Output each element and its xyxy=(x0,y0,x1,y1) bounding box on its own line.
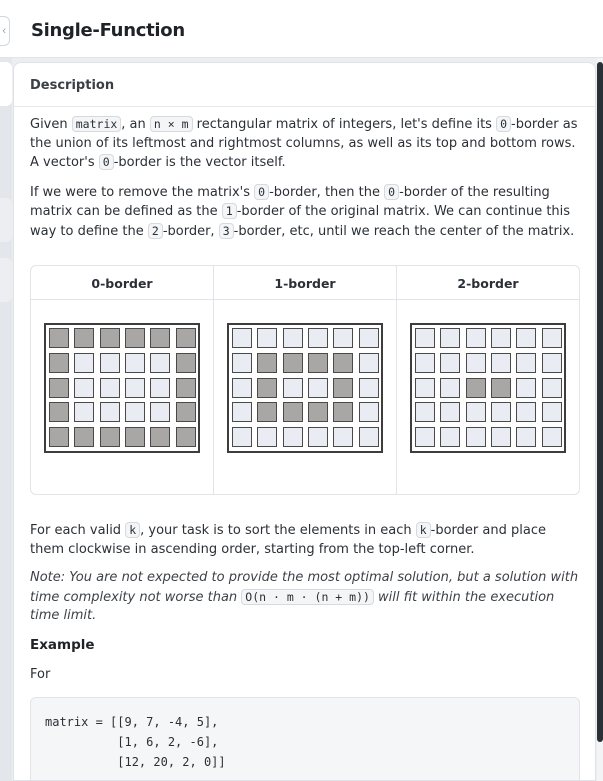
inline-code: 2 xyxy=(148,223,163,239)
column-header-1-border: 1-border xyxy=(274,276,336,291)
code-line: matrix = [[9, 7, -4, 5], xyxy=(45,714,219,729)
inline-code: O(n · m · (n + m)) xyxy=(241,589,374,605)
inline-code: k xyxy=(125,522,140,538)
inline-code: 1 xyxy=(222,203,237,219)
column-header-0-border: 0-border xyxy=(91,276,153,291)
paragraph-definition: Given matrix , an n × m rectangular matrix of integers, let's define its 0 -border as the union of its leftmost and rightmost columns, as well as its top and bottom rows. A vector's 0 -border is the vector itself. xyxy=(30,117,578,170)
highlighted-cell xyxy=(308,402,328,422)
matrix-cell xyxy=(359,378,379,398)
matrix-cell xyxy=(333,328,353,348)
highlighted-cell xyxy=(257,378,277,398)
matrix-cell xyxy=(150,378,170,398)
inline-code: matrix xyxy=(72,116,122,132)
back-button[interactable] xyxy=(0,16,10,46)
highlighted-cell xyxy=(49,427,69,447)
highlighted-cell xyxy=(283,402,303,422)
matrix-cell xyxy=(542,353,562,373)
matrix-cell xyxy=(74,402,94,422)
left-rail xyxy=(0,58,12,781)
matrix-cell xyxy=(466,427,486,447)
matrix-cell xyxy=(415,427,435,447)
matrix-cell xyxy=(125,378,145,398)
matrix-cell xyxy=(516,353,536,373)
highlighted-cell xyxy=(150,427,170,447)
highlighted-cell xyxy=(49,328,69,348)
inline-code: 0 xyxy=(99,154,114,170)
matrix-cell xyxy=(491,328,511,348)
highlighted-cell xyxy=(49,402,69,422)
matrix-cell xyxy=(150,353,170,373)
highlighted-cell xyxy=(100,427,120,447)
highlighted-cell xyxy=(333,353,353,373)
matrix-cell xyxy=(308,328,328,348)
problem-content xyxy=(30,115,580,769)
matrix-cell xyxy=(466,353,486,373)
matrix-cell xyxy=(415,402,435,422)
highlighted-cell xyxy=(176,402,196,422)
matrix-cell xyxy=(308,378,328,398)
for-label: For xyxy=(30,667,51,682)
matrix-cell xyxy=(491,353,511,373)
code-line: [12, 20, 2, 0]] xyxy=(45,754,226,769)
highlighted-cell xyxy=(100,328,120,348)
rail-tab[interactable] xyxy=(0,258,12,302)
matrix-cell xyxy=(232,378,252,398)
matrix-cell xyxy=(283,378,303,398)
matrix-cell xyxy=(74,378,94,398)
matrix-cell xyxy=(466,328,486,348)
highlighted-cell xyxy=(176,427,196,447)
matrix-cell xyxy=(150,402,170,422)
matrix-cell xyxy=(440,402,460,422)
grid-0-border xyxy=(44,323,200,453)
inline-code: 3 xyxy=(219,223,234,239)
scrollbar[interactable] xyxy=(597,58,603,781)
matrix-cell xyxy=(100,378,120,398)
matrix-cell xyxy=(516,402,536,422)
matrix-cell xyxy=(232,427,252,447)
paragraph-borders: If we were to remove the matrix's 0 -border, then the 0 -border of the resulting matrix can be defined as the 1 -border of the original matrix. We can continue this way to define the 2 -border, 3 -border, etc, until we reach the center of the matrix. xyxy=(30,184,575,239)
highlighted-cell xyxy=(491,378,511,398)
matrix-cell xyxy=(125,353,145,373)
column-divider xyxy=(213,266,214,494)
matrix-cell xyxy=(440,328,460,348)
table-header xyxy=(31,266,579,300)
matrix-cell xyxy=(125,402,145,422)
highlighted-cell xyxy=(283,353,303,373)
highlighted-cell xyxy=(466,378,486,398)
matrix-cell xyxy=(74,353,94,373)
matrix-cell xyxy=(283,328,303,348)
highlighted-cell xyxy=(176,328,196,348)
matrix-cell xyxy=(283,427,303,447)
column-header-2-border: 2-border xyxy=(457,276,519,291)
matrix-cell xyxy=(257,328,277,348)
matrix-cell xyxy=(466,402,486,422)
grid-1-border xyxy=(227,323,383,453)
matrix-cell xyxy=(542,378,562,398)
highlighted-cell xyxy=(74,328,94,348)
scrollbar-thumb[interactable] xyxy=(597,62,603,742)
description-panel xyxy=(13,62,596,781)
matrix-cell xyxy=(516,427,536,447)
highlighted-cell xyxy=(257,353,277,373)
matrix-cell xyxy=(333,427,353,447)
matrix-cell xyxy=(359,328,379,348)
inline-code: 0 xyxy=(384,184,399,200)
paragraph-note: Note: You are not expected to provide the most optimal solution, but a solution with time complexity not worse than O(n · m · (n + m)) will fit within the execution time limit. xyxy=(30,570,579,623)
matrix-cell xyxy=(542,402,562,422)
highlighted-cell xyxy=(150,328,170,348)
matrix-cell xyxy=(516,328,536,348)
highlighted-cell xyxy=(49,378,69,398)
highlighted-cell xyxy=(257,402,277,422)
highlighted-cell xyxy=(125,328,145,348)
highlighted-cell xyxy=(308,353,328,373)
inline-code: n × m xyxy=(150,116,193,132)
matrix-cell xyxy=(359,427,379,447)
highlighted-cell xyxy=(333,378,353,398)
matrix-cell xyxy=(415,353,435,373)
rail-tab[interactable] xyxy=(0,198,12,242)
highlighted-cell xyxy=(49,353,69,373)
chevron-left-icon: ‹ xyxy=(2,25,6,37)
highlighted-cell xyxy=(176,353,196,373)
matrix-cell xyxy=(415,328,435,348)
example-code-block xyxy=(30,697,580,781)
matrix-cell xyxy=(100,353,120,373)
inline-code: k xyxy=(416,522,431,538)
matrix-cell xyxy=(359,402,379,422)
matrix-cell xyxy=(308,427,328,447)
matrix-cell xyxy=(415,378,435,398)
top-bar xyxy=(0,0,603,58)
matrix-cell xyxy=(542,328,562,348)
highlighted-cell xyxy=(176,378,196,398)
border-illustration-table xyxy=(30,265,580,495)
matrix-cell xyxy=(440,378,460,398)
code-line: [1, 6, 2, -6], xyxy=(45,734,219,749)
inline-code: 0 xyxy=(254,184,269,200)
matrix-cell xyxy=(257,427,277,447)
matrix-cell xyxy=(232,353,252,373)
matrix-cell xyxy=(359,353,379,373)
page-title: Single-Function xyxy=(31,20,185,41)
matrix-cell xyxy=(232,402,252,422)
column-divider xyxy=(396,266,397,494)
inline-code: 0 xyxy=(496,116,511,132)
grid-2-border xyxy=(410,323,566,453)
matrix-cell xyxy=(232,328,252,348)
description-label: Description xyxy=(30,78,115,93)
highlighted-cell xyxy=(125,427,145,447)
matrix-cell xyxy=(440,353,460,373)
highlighted-cell xyxy=(74,427,94,447)
paragraph-task: For each valid k , your task is to sort the elements in each k -border and place them clockwise in ascending order, starting from the top-left corner. xyxy=(30,523,546,557)
panel-header xyxy=(14,63,595,107)
example-heading: Example xyxy=(30,636,95,653)
matrix-cell xyxy=(440,427,460,447)
matrix-cell xyxy=(100,402,120,422)
matrix-cell xyxy=(491,402,511,422)
matrix-cell xyxy=(491,427,511,447)
after-table-content xyxy=(30,521,580,781)
matrix-cell xyxy=(542,427,562,447)
highlighted-cell xyxy=(333,402,353,422)
matrix-cell xyxy=(516,378,536,398)
rail-tab-active[interactable] xyxy=(0,62,12,106)
